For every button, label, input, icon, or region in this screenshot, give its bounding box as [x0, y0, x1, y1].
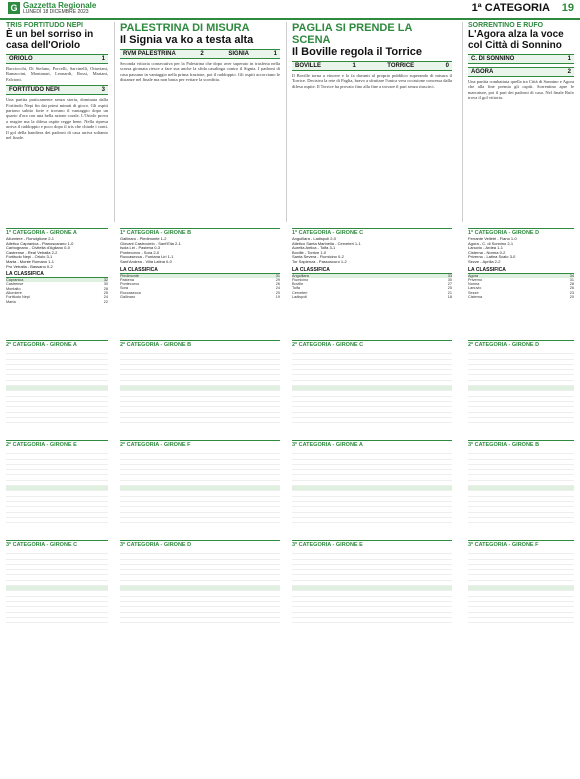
- standings-header: LA CLASSIFICA: [6, 271, 108, 278]
- lower-group: [6, 540, 108, 623]
- article-palestrina: [120, 22, 280, 83]
- result-line: Gallinaro - Piedimonte 1-2: [120, 236, 167, 241]
- standings-header: LA CLASSIFICA: [468, 267, 574, 274]
- result-line: Sezze - Aprilia 2-2: [468, 258, 501, 264]
- result-line: Anguillara - Ladispoli 2-0: [292, 236, 337, 241]
- table-row: [6, 618, 108, 623]
- result-line: Tor Sapienza - Passoscuro 1-2: [292, 258, 347, 264]
- result-line: Ferrante Velletri - Fiano 1-0: [468, 236, 517, 241]
- result-line: Lanuvio - Ardea 1-1: [468, 245, 503, 251]
- lower-group: [120, 540, 280, 623]
- match-report: Una partita combattuta quella tra Città di Sonnino e Agora che alla fine premia gli ospiti. Sorrentino apre le marcature, poi il pari dei padroni di casa. Nel finale Rufo trova il gol vittoria.: [468, 79, 574, 101]
- result-line: Pontecorvo - Sora 2-0: [120, 249, 160, 255]
- group-title: 3ª CATEGORIA - GIRONE C: [6, 542, 78, 548]
- score-home: ORIOLO 1: [6, 54, 108, 64]
- page-number: 19: [561, 2, 574, 14]
- standings-row: Cerveteri 21: [292, 290, 452, 295]
- group-results: [292, 228, 452, 299]
- table-row: [120, 618, 280, 623]
- score-home: C. DI SONNINO 1: [468, 54, 574, 64]
- standings-row: Lanuvio 26: [468, 286, 574, 291]
- article-title-b: Il Boville regola il Torrice: [292, 46, 423, 58]
- standings-row: Norma 28: [468, 282, 574, 287]
- article-oriolo: [6, 22, 108, 140]
- result-line: Priverno - Latina Scalo 3-0: [468, 254, 516, 260]
- lower-group: [292, 440, 452, 523]
- result-line: Atletico Capranica - Pianoscarano 1-0: [6, 240, 74, 246]
- standings-row: Ladispoli 18: [292, 295, 452, 300]
- table-row: [292, 518, 452, 523]
- lower-group: [292, 540, 452, 623]
- standings-row: Piedimonte 31: [120, 273, 280, 278]
- standings-row: Anguillara 33: [292, 273, 452, 278]
- result-line: Giovani Castrocielo - Sant'Elia 2-1: [120, 240, 181, 246]
- lower-group: [468, 340, 574, 423]
- result-line: Cisterna - Norma 0-2: [468, 249, 506, 255]
- group-title: 2ª CATEGORIA - GIRONE A: [6, 342, 77, 348]
- lower-group: [6, 340, 108, 423]
- standings-row: Agora 34: [468, 273, 574, 278]
- table-row: [468, 518, 574, 523]
- result-line: Fortitudo Nepi - Oriolo 3-1: [6, 254, 53, 260]
- article-agora: [468, 22, 574, 101]
- standings-row: Capranica 32: [6, 278, 108, 283]
- table-row: [120, 418, 280, 423]
- standings-header: LA CLASSIFICA: [292, 267, 452, 274]
- lower-group: [468, 540, 574, 623]
- score-line: BOVILLE 1 TORRICE 0: [292, 61, 452, 71]
- issue-date: LUNEDÌ 18 DICEMBRE 2023: [23, 9, 89, 15]
- group-title: 3ª CATEGORIA - GIRONE B: [468, 442, 540, 448]
- article-title: È un bel sorriso in casa dell'Oriolo: [6, 29, 94, 51]
- table-row: [6, 418, 108, 423]
- result-line: Marta - Monte Romano 1-1: [6, 258, 55, 264]
- brand-name: Gazzetta Regionale: [23, 1, 97, 10]
- group-title: 3ª CATEGORIA - GIRONE F: [468, 542, 539, 548]
- group-title: 2ª CATEGORIA - GIRONE F: [120, 442, 191, 448]
- standings-row: Boville 27: [292, 282, 452, 287]
- result-line: Atletico Santa Marinella - Cerveteri 1-1: [292, 240, 361, 246]
- standings-row: Pastena 29: [120, 277, 280, 282]
- group-title: 3ª CATEGORIA - GIRONE A: [292, 442, 363, 448]
- standings-row: Sezze 23: [468, 290, 574, 295]
- standings-row: Marta 22: [6, 299, 108, 304]
- result-line: Pro Vetralla - Bassano 0-2: [6, 263, 53, 269]
- match-report: Una partita praticamente senza storia, dominata dalla Fortitudo Nepi fin dai primi minuti di gioco. Gli ospiti partono subito forte e trovano il vantaggio dopo un quarto d'ora con una bella azione corale. L'Oriolo prova a reagire ma la difesa ospite regge bene. Nella ripresa arriva il raddoppio e poco dopo il tris che chiude i conti. Il gol della bandiera dei padroni di casa arriva soltanto nel finale.: [6, 97, 108, 141]
- standings-row: Priverno 31: [468, 277, 574, 282]
- result-line: Santa Severa - Fiumicino 0-2: [292, 254, 344, 260]
- lower-group: [120, 440, 280, 523]
- newspaper-logo: G: [8, 2, 20, 14]
- page-header: [0, 0, 580, 20]
- lower-group: [292, 340, 452, 423]
- result-line: Castrense - Real Vetralla 2-2: [6, 249, 58, 255]
- lower-group: [6, 440, 108, 523]
- group-results: [120, 228, 280, 299]
- section-title: 1ª CATEGORIA: [471, 2, 550, 14]
- table-row: [468, 418, 574, 423]
- score-away: AGORA 2: [468, 67, 574, 77]
- group-title: 2ª CATEGORIA - GIRONE E: [6, 442, 77, 448]
- lower-group: [468, 440, 574, 523]
- column-divider: [114, 22, 115, 222]
- group-title: 1ª CATEGORIA - GIRONE B: [120, 230, 192, 236]
- lineup-text: Bacciocchi, Di Stefano, Porcelli, Sarcinelli, Ottaviani, Ramaccini, Montanari, Leonardi, Rossi, Mariani, Falcioni.: [6, 66, 108, 82]
- standings-row: Tolfa 25: [292, 286, 452, 291]
- article-kicker: TRIS FORTITUDO NEPI: [6, 22, 83, 29]
- result-line: Roccasecca - Fontana Liri 1-1: [120, 254, 174, 260]
- group-title: 1ª CATEGORIA - GIRONE C: [292, 230, 364, 236]
- result-line: Sant'Andrea - Villa Latina 0-0: [120, 258, 172, 264]
- standings-row: Fiumicino 30: [292, 277, 452, 282]
- table-row: [292, 418, 452, 423]
- table-row: [468, 618, 574, 623]
- result-line: Boville - Torrice 1-0: [292, 249, 327, 255]
- standings-row: Pontecorvo 26: [120, 282, 280, 287]
- result-line: Isola Liri - Pastena 0-3: [120, 245, 161, 251]
- group-results: [468, 228, 574, 299]
- article-kicker: SORRENTINO E RUFO: [468, 22, 544, 29]
- column-divider: [286, 22, 287, 222]
- table-row: [292, 618, 452, 623]
- standings-row: Roccasecca 20: [120, 290, 280, 295]
- result-line: Agora - C. di Sonnino 2-1: [468, 240, 514, 246]
- group-title: 2ª CATEGORIA - GIRONE B: [120, 342, 192, 348]
- article-title-b: Il Signia va ko a testa alta: [120, 34, 254, 46]
- standings-row: Sora 24: [120, 286, 280, 291]
- group-title: 2ª CATEGORIA - GIRONE C: [292, 342, 364, 348]
- standings-row: Gallinaro 19: [120, 295, 280, 300]
- match-report: Seconda vittoria consecutiva per la Palestrina che dopo aver superato in trasferta nella scorsa giornata riesce a fare sua anche la sfida casalinga contro il Signia. I padroni di casa passano in vantaggio nella prima frazione, poi il raddoppio. Gli ospiti accorciano le distanze nel finale ma non basta per evitare la sconfitta.: [120, 61, 280, 83]
- article-title-a: PALESTRINA DI MISURA: [120, 22, 250, 34]
- standings-row: Castrense 30: [6, 282, 108, 287]
- score-line: RVM PALESTRINA 2 SIGNIA 1: [120, 49, 280, 59]
- group-title: 3ª CATEGORIA - GIRONE D: [120, 542, 192, 548]
- lower-group: [120, 340, 280, 423]
- standings-header: LA CLASSIFICA: [120, 267, 280, 274]
- result-line: Aurelia Antica - Tolfa 3-1: [292, 245, 336, 251]
- result-line: Allumiere - Ronciglione 2-1: [6, 236, 55, 241]
- article-boville: [292, 22, 452, 89]
- group-title: 1ª CATEGORIA - GIRONE D: [468, 230, 540, 236]
- table-row: [6, 518, 108, 523]
- group-title: 3ª CATEGORIA - GIRONE E: [292, 542, 363, 548]
- standings-row: Montalto 28: [6, 286, 108, 291]
- standings-row: Cisterna 20: [468, 295, 574, 300]
- match-report: Il Boville torna a vincere e lo fa davanti al proprio pubblico superando di misura il Torrice. Decisiva la rete di Paglia, bravo a sfruttare l'unica vera occasione concessa dalla difesa ospite. Il Torrice ha provato fino alla fine a trovare il pari senza riuscirci.: [292, 73, 452, 89]
- score-away: FORTITUDO NEPI 3: [6, 85, 108, 95]
- group-title: 2ª CATEGORIA - GIRONE D: [468, 342, 540, 348]
- result-line: Carbognano - Civitella d'Agliano 0-0: [6, 245, 70, 251]
- article-title: L'Agora alza la voce col Città di Sonnino: [468, 29, 564, 51]
- table-row: [120, 518, 280, 523]
- article-title-a: PAGLIA SI PRENDE LA SCENA: [292, 22, 412, 46]
- column-divider: [462, 22, 463, 222]
- standings-row: Fortitudo Nepi 24: [6, 295, 108, 300]
- group-results: [6, 228, 108, 304]
- group-title: 1ª CATEGORIA - GIRONE A: [6, 230, 77, 236]
- standings-row: Allumiere 25: [6, 291, 108, 296]
